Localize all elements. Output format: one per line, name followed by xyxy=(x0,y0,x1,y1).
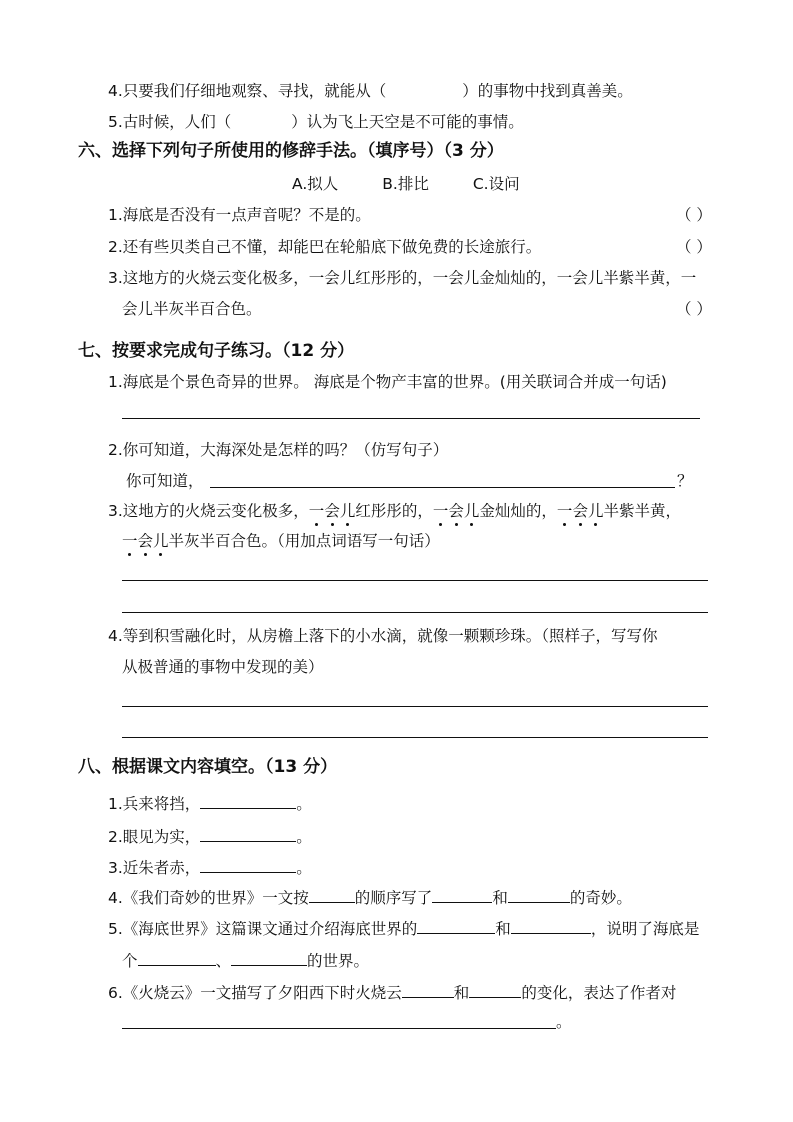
q8-5-line1: 5.《海底世界》这篇课文通过介绍海底世界的 和 ，说明了海底是 xyxy=(108,920,700,938)
q8-4: 4.《我们奇妙的世界》一文按 的顺序写了 和 的奇妙。 xyxy=(108,889,632,907)
answer-line[interactable] xyxy=(122,580,708,581)
option-a: A.拟人 xyxy=(292,175,339,193)
fill-blank[interactable] xyxy=(231,950,307,966)
q5-4-line: 4.只要我们仔细地观察、寻找，就能从（ ）的事物中找到真善美。 xyxy=(108,82,633,100)
answer-paren-2[interactable]: （ ） xyxy=(676,238,712,256)
q6-1: 1.海底是否没有一点声音呢？不是的。 xyxy=(108,206,371,224)
option-b: B.排比 xyxy=(382,175,429,193)
q6-2: 2.还有些贝类自己不懂，却能巴在轮船底下做免费的长途旅行。 xyxy=(108,238,542,256)
q7-3-line1: 3.这地方的火烧云变化极多，一会儿红彤彤的，一会儿金灿灿的，一会儿半紫半黄， xyxy=(108,502,681,520)
answer-line[interactable] xyxy=(122,1028,556,1029)
q8-2: 2.眼见为实， 。 xyxy=(108,828,312,846)
fill-blank[interactable] xyxy=(138,950,216,966)
fill-blank[interactable] xyxy=(417,918,495,934)
fill-blank[interactable] xyxy=(200,826,296,842)
option-c: C.设问 xyxy=(472,175,520,193)
q8-1: 1.兵来将挡， 。 xyxy=(108,795,312,813)
options-row xyxy=(292,174,564,194)
fill-blank[interactable] xyxy=(200,857,296,873)
answer-line[interactable] xyxy=(122,612,708,613)
answer-paren-1[interactable]: （ ） xyxy=(676,206,712,224)
fill-blank[interactable] xyxy=(200,793,296,809)
q7-2: 2.你可知道，大海深处是怎样的吗？（仿写句子） xyxy=(108,441,449,459)
answer-line[interactable] xyxy=(210,487,675,488)
answer-line[interactable] xyxy=(122,737,708,738)
q8-3: 3.近朱者赤， 。 xyxy=(108,859,312,877)
fill-blank[interactable] xyxy=(309,887,355,903)
q8-5-line2: 个 、 的世界。 xyxy=(122,952,370,970)
answer-paren-3[interactable]: （ ） xyxy=(676,300,712,318)
section-6-heading: 六、选择下列句子所使用的修辞手法。（填序号）（3 分） xyxy=(78,141,504,161)
section-8-heading: 八、根据课文内容填空。（13 分） xyxy=(78,757,338,777)
fill-blank[interactable] xyxy=(469,982,521,998)
q6-3-line1: 3.这地方的火烧云变化极多，一会儿红彤彤的，一会儿金灿灿的，一会儿半紫半黄，一 xyxy=(108,269,697,287)
q7-4-line1: 4.等到积雪融化时，从房檐上落下的小水滴，就像一颗颗珍珠。（照样子，写写你 xyxy=(108,627,658,645)
q7-4-line2: 从极普通的事物中发现的美） xyxy=(122,658,324,676)
q7-3-line2: 一会儿半灰半百合色。（用加点词语写一句话） xyxy=(122,532,440,550)
section-7-heading: 七、按要求完成句子练习。（12 分） xyxy=(78,341,355,361)
q8-6-line1: 6.《火烧云》一文描写了夕阳西下时火烧云 和 的变化，表达了作者对 xyxy=(108,984,677,1002)
fill-blank[interactable] xyxy=(511,918,591,934)
answer-line[interactable] xyxy=(122,418,700,419)
q7-2-end: ？ xyxy=(677,472,693,490)
q7-2-lead: 你可知道， xyxy=(126,472,204,490)
answer-line[interactable] xyxy=(122,706,708,707)
fill-blank[interactable] xyxy=(432,887,492,903)
q7-1: 1.海底是个景色奇异的世界。 海底是个物产丰富的世界。(用关联词合并成一句话) xyxy=(108,373,667,391)
fill-blank[interactable] xyxy=(508,887,570,903)
q8-6-end: 。 xyxy=(556,1013,572,1031)
fill-blank[interactable] xyxy=(402,982,454,998)
q6-3-line2: 会儿半灰半百合色。 xyxy=(122,300,262,318)
q5-5-line: 5.古时候，人们（ ）认为飞上天空是不可能的事情。 xyxy=(108,113,524,131)
